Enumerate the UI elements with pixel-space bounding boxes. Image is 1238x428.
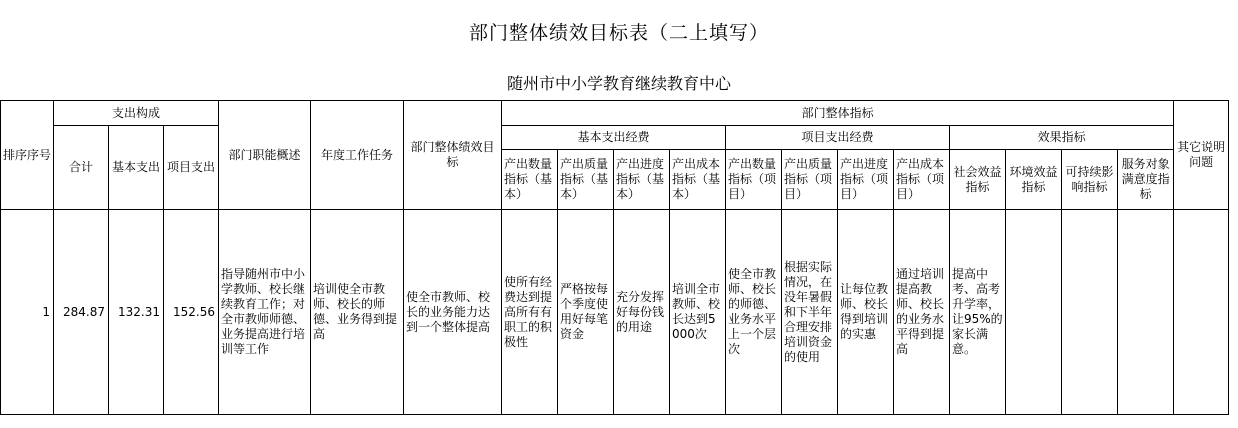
header-basic-progress: 产出进度指标（基本）	[614, 150, 670, 210]
page-title: 部门整体绩效目标表（二上填写）	[468, 22, 769, 44]
header-project-expense: 项目支出	[164, 126, 219, 210]
cell-proj-qty: 使全市教师、校长的师德、业务水平上一个层次	[726, 210, 782, 415]
header-total: 合计	[54, 126, 109, 210]
cell-task: 培训使全市教师、校长的师德、业务得到提高	[311, 210, 404, 415]
cell-sustain	[1062, 210, 1118, 415]
cell-project: 152.56	[164, 210, 219, 415]
header-basic-quality: 产出质量指标（基本）	[558, 150, 614, 210]
cell-basic: 132.31	[109, 210, 164, 415]
header-basic-cost: 产出成本指标（基本）	[670, 150, 726, 210]
header-expense-structure: 支出构成	[54, 101, 219, 126]
cell-proj-quality: 根据实际情况，在没年暑假和下半年合理安排培训资金的使用	[782, 210, 838, 415]
header-basic-qty: 产出数量指标（基本）	[502, 150, 558, 210]
performance-table	[0, 100, 1229, 415]
cell-environment	[1006, 210, 1062, 415]
cell-basic-quality: 严格按每个季度使用好每笔资金	[558, 210, 614, 415]
header-satisfaction: 服务对象满意度指标	[1118, 150, 1174, 210]
header-dept-function: 部门职能概述	[219, 101, 311, 210]
header-proj-progress: 产出进度指标（项目）	[838, 150, 894, 210]
header-proj-cost: 产出成本指标（项目）	[894, 150, 950, 210]
header-overall-indicator: 部门整体指标	[502, 101, 1174, 126]
cell-basic-progress: 充分发挥好每份钱的用途	[614, 210, 670, 415]
header-other-notes: 其它说明问题	[1174, 101, 1229, 210]
header-effect-indicator: 效果指标	[950, 126, 1174, 150]
cell-seq: 1	[1, 210, 54, 415]
header-basic-fund: 基本支出经费	[502, 126, 726, 150]
header-seq: 排序序号	[1, 101, 54, 210]
cell-goal: 使全市教师、校长的业务能力达到一个整体提高	[404, 210, 502, 415]
cell-basic-qty: 使所有经费达到提高所有有职工的积极性	[502, 210, 558, 415]
header-proj-qty: 产出数量指标（项目）	[726, 150, 782, 210]
table-row	[1, 210, 1229, 415]
cell-proj-progress: 让每位教师、校长得到培训的实惠	[838, 210, 894, 415]
cell-basic-cost: 培训全市教师、校长达到5000次	[670, 210, 726, 415]
header-environment: 环境效益指标	[1006, 150, 1062, 210]
header-proj-quality: 产出质量指标（项目）	[782, 150, 838, 210]
header-basic-expense: 基本支出	[109, 126, 164, 210]
cell-other	[1174, 210, 1229, 415]
header-social: 社会效益指标	[950, 150, 1006, 210]
header-sustain: 可持续影响指标	[1062, 150, 1118, 210]
cell-proj-cost: 通过培训提高教师、校长的业务水平得到提高	[894, 210, 950, 415]
cell-function: 指导随州市中小学教师、校长继续教育工作；对全市教师师德、业务提高进行培训等工作	[219, 210, 311, 415]
header-overall-goal: 部门整体绩效目标	[404, 101, 502, 210]
department-name: 随州市中小学教育继续教育中心	[506, 74, 731, 93]
cell-satisfaction	[1118, 210, 1174, 415]
cell-social: 提高中考、高考升学率，让95%的家长满意。	[950, 210, 1006, 415]
cell-total: 284.87	[54, 210, 109, 415]
header-annual-task: 年度工作任务	[311, 101, 404, 210]
header-project-fund: 项目支出经费	[726, 126, 950, 150]
